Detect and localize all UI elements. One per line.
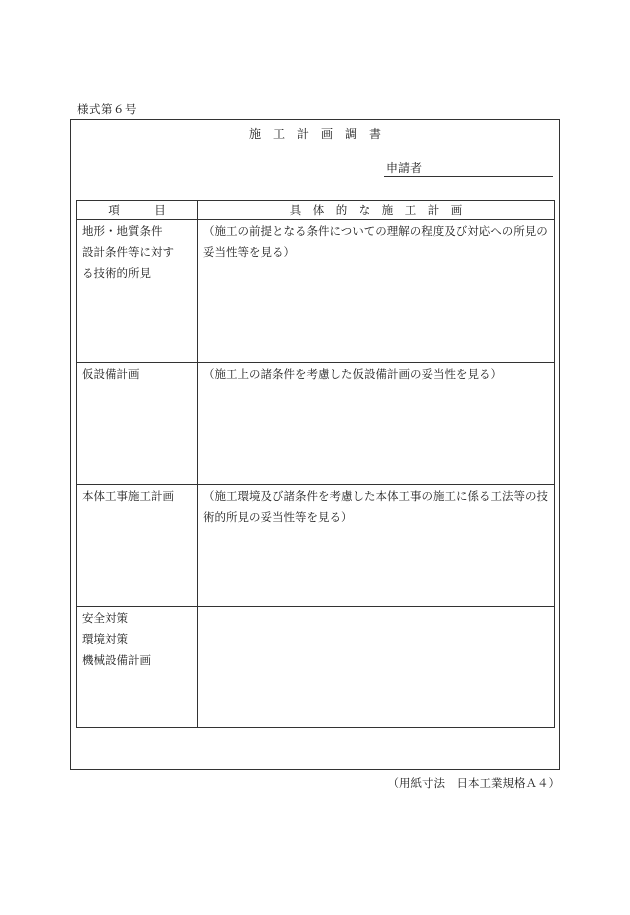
form-title: 施 工 計 画 調 書 [248,127,381,141]
header-item: 項 目 [77,201,198,220]
row-item-terrain: 地形・地質条件 設計条件等に対す る技術的所見 [77,220,198,363]
table-row [77,220,555,363]
construction-plan-table [76,200,555,728]
form-number: 様式第６号 [77,102,137,116]
header-plan: 具 体 的 な 施 工 計 画 [198,201,555,220]
form-frame [70,119,560,770]
row-plan-safety[interactable] [198,607,555,728]
row-plan-main-works[interactable]: （施工環境及び諸条件を考慮した本体工事の施工に係る工法等の技術的所見の妥当性等を見る） [198,485,555,607]
row-item-safety: 安全対策 環境対策 機械設備計画 [77,607,198,728]
row-item-main-works: 本体工事施工計画 [77,485,198,607]
row-plan-terrain[interactable]: （施工の前提となる条件についての理解の程度及び対応への所見の妥当性等を見る） [198,220,555,363]
table-row [77,607,555,728]
table-row [77,363,555,485]
applicant-label: 申請者 [386,161,423,175]
row-item-temporary: 仮設備計画 [77,363,198,485]
row-plan-temporary[interactable]: （施工上の諸条件を考慮した仮設備計画の妥当性を見る） [198,363,555,485]
table-header-row [77,201,555,220]
applicant-field[interactable] [384,161,553,177]
table-row [77,485,555,607]
paper-size-note: （用紙寸法 日本工業規格Ａ４） [387,776,560,790]
